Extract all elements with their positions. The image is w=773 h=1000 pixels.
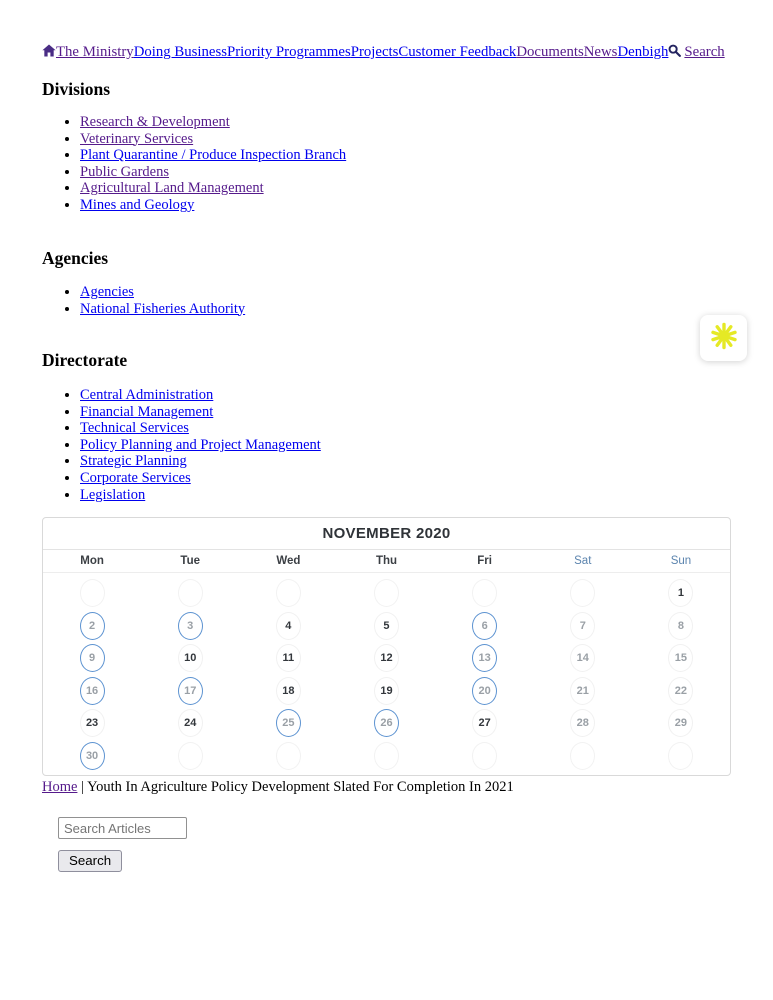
calendar-empty-cell	[472, 742, 497, 770]
calendar-cell	[337, 610, 435, 643]
nav-link-customer-feedback[interactable]: Customer Feedback	[398, 44, 517, 60]
list-item	[80, 284, 245, 301]
calendar-day-3-event[interactable]: 3	[178, 612, 203, 640]
list-item	[80, 180, 346, 197]
list-item	[80, 487, 321, 504]
directorate-link-corporate-services[interactable]: Corporate Services	[80, 469, 191, 486]
calendar-day-4: 4	[276, 612, 301, 640]
agencies-link-agencies[interactable]: Agencies	[80, 284, 134, 300]
calendar-cell	[632, 610, 730, 643]
nav-link-denbigh[interactable]: Denbigh	[617, 44, 669, 60]
nav-link-search[interactable]: Search	[684, 44, 725, 60]
list-item	[80, 387, 321, 404]
weekday-header-tue: Tue	[180, 555, 200, 567]
calendar-day-17-event[interactable]: 17	[178, 677, 203, 705]
search-articles-input[interactable]	[58, 817, 187, 839]
calendar-day-29: 29	[668, 709, 693, 737]
nav-link-doing-business[interactable]: Doing Business	[133, 44, 227, 60]
calendar-empty-cell	[374, 579, 399, 607]
calendar-day-grid	[43, 573, 730, 772]
list-item	[80, 164, 346, 181]
accessibility-widget-button[interactable]	[700, 315, 747, 361]
calendar-cell	[632, 577, 730, 610]
list-item	[80, 453, 321, 470]
calendar-empty-cell	[668, 742, 693, 770]
list-item	[80, 114, 346, 131]
calendar-cell	[239, 577, 337, 610]
calendar-cell	[337, 642, 435, 675]
calendar-empty-cell	[374, 742, 399, 770]
breadcrumb-separator: |	[77, 779, 88, 795]
search-articles-button[interactable]: Search	[58, 850, 122, 872]
calendar-empty-cell	[276, 742, 301, 770]
calendar-cell	[534, 740, 632, 773]
calendar-cell	[141, 740, 239, 773]
calendar-day-12: 12	[374, 644, 399, 672]
weekday-header-wed: Wed	[276, 555, 301, 567]
calendar-day-11: 11	[276, 644, 301, 672]
calendar-empty-cell	[178, 579, 203, 607]
calendar-cell	[632, 740, 730, 773]
calendar-cell	[43, 577, 141, 610]
calendar-cell	[534, 642, 632, 675]
section-heading-divisions: Divisions	[42, 79, 111, 99]
list-item	[80, 197, 346, 214]
calendar-cell	[43, 707, 141, 740]
divisions-link-mines-and-geology[interactable]: Mines and Geology	[80, 196, 195, 213]
calendar-day-16-event[interactable]: 16	[80, 677, 105, 705]
section-heading-directorate: Directorate	[42, 350, 128, 370]
calendar-cell	[141, 642, 239, 675]
event-calendar	[42, 517, 731, 776]
calendar-day-18: 18	[276, 677, 301, 705]
calendar-cell	[337, 740, 435, 773]
nav-link-news[interactable]: News	[583, 44, 618, 60]
calendar-cell	[141, 610, 239, 643]
divisions-link-research-development[interactable]: Research & Development	[80, 114, 230, 130]
calendar-empty-cell	[178, 742, 203, 770]
breadcrumb	[42, 779, 514, 796]
calendar-cell	[632, 642, 730, 675]
agencies-link-national-fisheries-authority[interactable]: National Fisheries Authority	[80, 300, 246, 317]
calendar-cell	[436, 740, 534, 773]
calendar-cell	[43, 675, 141, 708]
weekday-header-sat: Sat	[574, 555, 592, 567]
link-list-divisions	[42, 114, 346, 214]
calendar-cell	[534, 675, 632, 708]
breadcrumb-article-title: Youth In Agriculture Policy Development Slated For Completion In 2021	[87, 779, 514, 795]
calendar-cell	[632, 707, 730, 740]
calendar-cell	[337, 707, 435, 740]
calendar-day-6-event[interactable]: 6	[472, 612, 497, 640]
calendar-day-5: 5	[374, 612, 399, 640]
calendar-empty-cell	[276, 579, 301, 607]
calendar-day-22: 22	[668, 677, 693, 705]
directorate-link-technical-services[interactable]: Technical Services	[80, 420, 189, 437]
calendar-day-26-event[interactable]: 26	[374, 709, 399, 737]
list-item	[80, 470, 321, 487]
link-list-agencies	[42, 284, 245, 317]
calendar-cell	[239, 740, 337, 773]
weekday-header-thu: Thu	[375, 555, 398, 567]
list-item	[80, 420, 321, 437]
calendar-day-2-event[interactable]: 2	[80, 612, 105, 640]
calendar-day-27: 27	[472, 709, 497, 737]
calendar-cell	[43, 642, 141, 675]
calendar-cell	[436, 577, 534, 610]
list-item	[80, 404, 321, 421]
list-item	[80, 301, 245, 318]
calendar-empty-cell	[80, 579, 105, 607]
calendar-cell	[141, 577, 239, 610]
home-link[interactable]: Home	[42, 779, 78, 795]
calendar-day-10: 10	[178, 644, 203, 672]
directorate-link-financial-management[interactable]: Financial Management	[80, 403, 214, 420]
divisions-link-public-gardens[interactable]: Public Gardens	[80, 163, 169, 180]
calendar-day-9-event[interactable]: 9	[80, 644, 105, 672]
calendar-day-30-event[interactable]: 30	[80, 742, 105, 770]
calendar-day-23: 23	[80, 709, 105, 737]
directorate-link-legislation[interactable]: Legislation	[80, 486, 146, 503]
calendar-day-19: 19	[374, 677, 399, 705]
list-item	[80, 437, 321, 454]
calendar-cell	[43, 740, 141, 773]
calendar-cell	[239, 675, 337, 708]
divisions-link-veterinary-services[interactable]: Veterinary Services	[80, 130, 194, 147]
calendar-cell	[43, 610, 141, 643]
directorate-link-central-administration[interactable]: Central Administration	[80, 387, 214, 403]
nav-link-the-ministry[interactable]: The Ministry	[56, 44, 134, 60]
directorate-link-policy-planning-and-project-management[interactable]: Policy Planning and Project Management	[80, 436, 321, 453]
calendar-cell	[436, 610, 534, 643]
weekday-header-fri: Fri	[477, 555, 492, 567]
calendar-day-28: 28	[570, 709, 595, 737]
calendar-day-25-event[interactable]: 25	[276, 709, 301, 737]
calendar-cell	[534, 707, 632, 740]
calendar-day-20-event[interactable]: 20	[472, 677, 497, 705]
calendar-month-title: NOVEMBER 2020	[43, 518, 730, 550]
list-item	[80, 131, 346, 148]
weekday-header-sun: Sun	[670, 555, 692, 567]
calendar-day-15: 15	[668, 644, 693, 672]
list-item	[80, 147, 346, 164]
search-icon	[668, 44, 684, 60]
asterisk-icon	[709, 321, 739, 356]
calendar-cell	[337, 577, 435, 610]
directorate-link-strategic-planning[interactable]: Strategic Planning	[80, 453, 187, 470]
divisions-link-agricultural-land-management[interactable]: Agricultural Land Management	[80, 180, 264, 197]
calendar-empty-cell	[570, 579, 595, 607]
calendar-cell	[436, 707, 534, 740]
top-nav	[42, 43, 742, 61]
calendar-cell	[337, 675, 435, 708]
calendar-cell	[534, 577, 632, 610]
calendar-empty-cell	[570, 742, 595, 770]
section-heading-agencies: Agencies	[42, 248, 109, 268]
calendar-day-14: 14	[570, 644, 595, 672]
calendar-day-24: 24	[178, 709, 203, 737]
calendar-weekday-header	[43, 550, 730, 573]
nav-link-documents[interactable]: Documents	[516, 44, 584, 60]
calendar-empty-cell	[472, 579, 497, 607]
nav-link-projects[interactable]: Projects	[350, 44, 399, 60]
calendar-cell	[239, 610, 337, 643]
calendar-cell	[141, 675, 239, 708]
calendar-cell	[534, 610, 632, 643]
calendar-cell	[436, 642, 534, 675]
calendar-cell	[239, 707, 337, 740]
calendar-day-7: 7	[570, 612, 595, 640]
calendar-day-1: 1	[668, 579, 693, 607]
link-list-directorate	[42, 387, 321, 503]
calendar-day-21: 21	[570, 677, 595, 705]
calendar-cell	[239, 642, 337, 675]
calendar-day-8: 8	[668, 612, 693, 640]
nav-link-priority-programmes[interactable]: Priority Programmes	[227, 44, 351, 60]
divisions-link-plant-quarantine-produce-inspection-branch[interactable]: Plant Quarantine / Produce Inspection Branch	[80, 147, 347, 164]
calendar-day-13-event[interactable]: 13	[472, 644, 497, 672]
calendar-cell	[436, 675, 534, 708]
weekday-header-mon: Mon	[80, 555, 104, 567]
calendar-cell	[141, 707, 239, 740]
calendar-cell	[632, 675, 730, 708]
home-icon	[42, 44, 56, 60]
